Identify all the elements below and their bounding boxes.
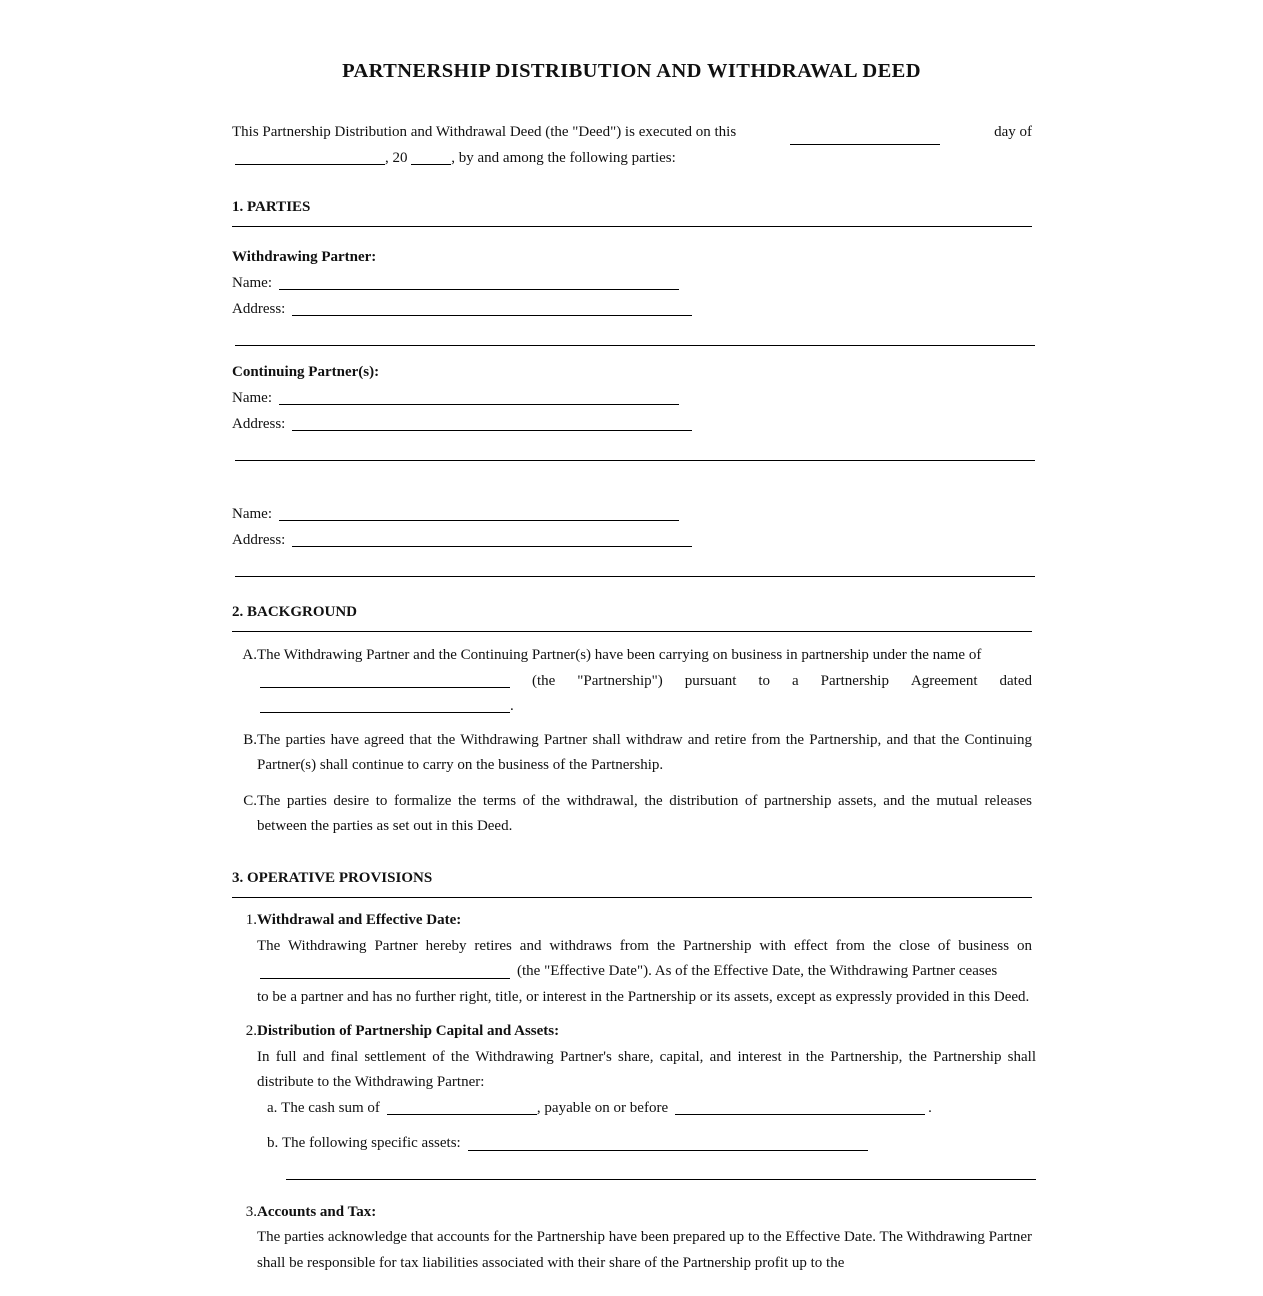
continuing-name-blank[interactable] xyxy=(279,388,679,405)
word: dated xyxy=(999,672,1032,689)
continuing-2-name-field xyxy=(232,501,1037,527)
operative-2-sub-a xyxy=(267,1096,1036,1122)
operative-item-1 xyxy=(232,908,1032,1010)
operative-1-text-cont: (the "Effective Date"). As of the Effective Date, the Withdrawing Partner ceases xyxy=(517,963,998,979)
section-operative-heading xyxy=(232,870,1032,898)
section-parties-heading xyxy=(232,199,1032,227)
continuing-address-line2-blank[interactable] xyxy=(235,460,1035,461)
withdrawing-partner-label: Withdrawing Partner: xyxy=(232,249,377,265)
continuing-name-field xyxy=(232,385,1037,411)
item-marker: A. xyxy=(242,647,257,663)
operative-3-text: The parties acknowledge that accounts for the Partnership have been prepared up to the Effective Date. The Withdrawing Partner shall be responsible for tax liabilities associated with their share of the Partnership profit up to the xyxy=(257,1229,1032,1271)
operative-list xyxy=(232,908,1036,1276)
period: . xyxy=(928,1099,932,1116)
operative-2-sub-b xyxy=(267,1131,1036,1157)
withdrawing-address-blank[interactable] xyxy=(292,299,692,316)
continuing-address-blank[interactable] xyxy=(292,414,692,431)
item-marker: 2. xyxy=(245,1023,257,1039)
word: "Partnership") xyxy=(577,672,663,689)
background-a-line2 xyxy=(257,669,1032,695)
continuing-address-field xyxy=(232,411,1037,437)
withdrawing-name-field xyxy=(232,270,1037,296)
operative-item-2 xyxy=(232,1019,1036,1180)
sub-marker: a. xyxy=(267,1099,278,1116)
withdrawing-address-field xyxy=(232,296,1037,322)
execution-month-blank[interactable] xyxy=(235,148,385,165)
specific-assets-line2-blank[interactable] xyxy=(286,1179,1036,1180)
withdrawing-partner-block xyxy=(232,245,1037,346)
item-marker: B. xyxy=(243,731,257,748)
background-a-line3 xyxy=(257,694,1032,720)
intro-day-of: day of xyxy=(994,124,1032,140)
continuing-partner-block xyxy=(232,360,1037,461)
intro-text-end: , by and among the following parties: xyxy=(451,150,676,166)
intro-year-prefix: , 20 xyxy=(385,150,408,166)
sub-a-text-2: , payable on or before xyxy=(536,1099,669,1116)
partnership-name-blank[interactable] xyxy=(260,671,510,688)
word: Agreement xyxy=(910,672,978,689)
address-label: Address: xyxy=(232,301,286,317)
period: . xyxy=(510,698,514,714)
section-parties-title: 1. PARTIES xyxy=(232,199,311,215)
background-list xyxy=(232,643,1032,840)
background-item-c xyxy=(232,789,1032,840)
continuing-partner-2-block xyxy=(232,501,1037,577)
section-divider xyxy=(232,226,1032,227)
continuing-2-address-field xyxy=(232,527,1037,553)
address-label: Address: xyxy=(232,416,286,432)
address-label: Address: xyxy=(232,532,286,548)
section-operative-title: 3. OPERATIVE PROVISIONS xyxy=(232,870,433,886)
name-label: Name: xyxy=(232,390,272,406)
word: (the xyxy=(531,672,556,689)
item-marker: 1. xyxy=(245,912,257,928)
withdrawing-address-line2-blank[interactable] xyxy=(235,345,1035,346)
background-item-a xyxy=(232,643,1032,720)
execution-day-blank[interactable] xyxy=(790,128,940,145)
execution-year-blank[interactable] xyxy=(411,148,451,165)
intro-text: This Partnership Distribution and Withdrawal Deed (the "Deed") is executed on this xyxy=(232,124,737,140)
continuing-partner-label: Continuing Partner(s): xyxy=(232,364,380,380)
sub-a-text: The cash sum of xyxy=(281,1099,380,1116)
sub-b-text: The following specific assets: xyxy=(282,1135,461,1151)
word: a xyxy=(792,672,799,689)
withdrawing-name-blank[interactable] xyxy=(279,273,679,290)
effective-date-blank[interactable] xyxy=(260,962,510,979)
operative-1-text: The Withdrawing Partner hereby retires and withdraws from the Partnership with effect from the close of business on xyxy=(257,937,1032,954)
continuing-2-address-blank[interactable] xyxy=(292,530,692,547)
section-background-heading xyxy=(232,604,1032,632)
word: Partnership xyxy=(820,672,889,689)
document-title: PARTNERSHIP DISTRIBUTION AND WITHDRAWAL DEED xyxy=(342,60,921,82)
name-label: Name: xyxy=(232,506,272,522)
agreement-date-blank[interactable] xyxy=(260,696,510,713)
sub-marker: b. xyxy=(267,1135,279,1151)
background-item-b xyxy=(232,728,1032,779)
section-divider xyxy=(232,897,1032,898)
payment-date-blank[interactable] xyxy=(675,1098,925,1115)
intro-paragraph xyxy=(232,119,1032,171)
operative-1-text-rest: to be a partner and has no further right, title, or interest in the Partnership or its assets, except as expressly provided in this Deed. xyxy=(257,988,1030,1005)
operative-item-3 xyxy=(232,1200,1032,1277)
section-divider xyxy=(232,631,1032,632)
continuing-2-name-blank[interactable] xyxy=(279,504,679,521)
item-marker: 3. xyxy=(245,1203,257,1220)
continuing-2-address-line2-blank[interactable] xyxy=(235,576,1035,577)
background-a-text: The Withdrawing Partner and the Continuing Partner(s) have been carrying on business in partnership under the name of xyxy=(257,647,982,663)
operative-3-title: Accounts and Tax: xyxy=(257,1203,377,1220)
operative-2-title: Distribution of Partnership Capital and Assets: xyxy=(257,1023,560,1039)
background-c-text: The parties desire to formalize the terms of the withdrawal, the distribution of partnership assets, and the mutual releases between the parties as set out in this Deed. xyxy=(257,792,1032,834)
name-label: Name: xyxy=(232,275,272,291)
item-marker: C. xyxy=(243,792,257,809)
word: to xyxy=(758,672,771,689)
background-b-text: The parties have agreed that the Withdrawing Partner shall withdraw and retire from the Partnership, and that the Continuing Partner(s) shall continue to carry on the business of the Partnership. xyxy=(257,731,1032,773)
operative-2-text: In full and final settlement of the Withdrawing Partner's share, capital, and interest in the Partnership, the Partnership shall distribute to the Withdrawing Partner: xyxy=(257,1048,1036,1090)
operative-1-line2 xyxy=(257,959,1032,985)
cash-sum-blank[interactable] xyxy=(387,1098,537,1115)
operative-1-title: Withdrawal and Effective Date: xyxy=(257,912,462,928)
specific-assets-blank[interactable] xyxy=(468,1134,868,1151)
section-background-title: 2. BACKGROUND xyxy=(232,604,358,620)
word: pursuant xyxy=(684,672,737,689)
